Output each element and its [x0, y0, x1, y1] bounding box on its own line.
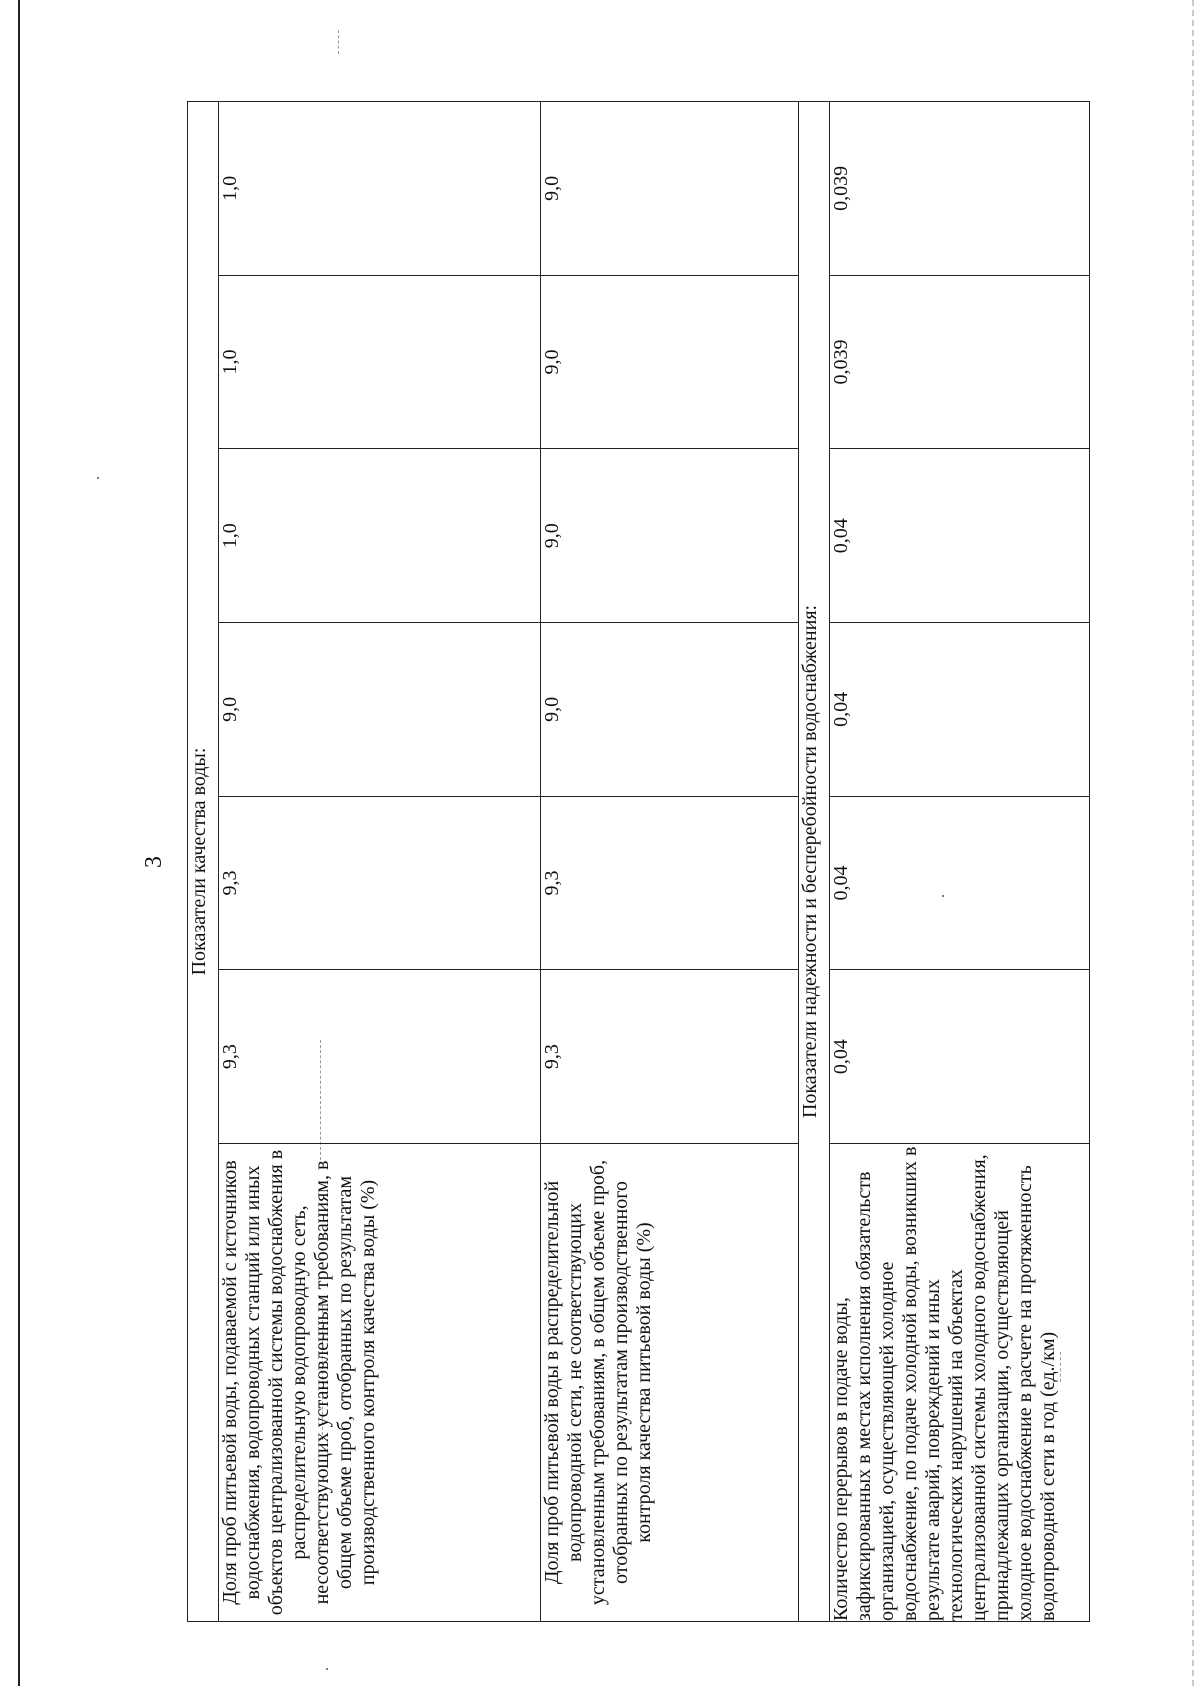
section-header-row: [188, 101, 219, 1621]
value-cell: 0,04: [830, 623, 1090, 797]
value-cell: 1,0: [219, 101, 541, 275]
section-header-reliability: Показатели надежности и бесперебойности водоснабжения:: [799, 101, 830, 1621]
scan-edge-line: [1190, 0, 1194, 1686]
value-cell: 9,0: [541, 449, 799, 623]
section-header-row: [799, 101, 830, 1621]
value-cell: 0,04: [830, 970, 1090, 1144]
value-cell: 9,0: [541, 101, 799, 275]
section-header-water-quality: Показатели качества воды:: [188, 101, 219, 1621]
value-cell: 1,0: [219, 275, 541, 449]
value-cell: 9,0: [219, 623, 541, 797]
row-label: Количество перерывов в подаче воды, зафиксированных в местах исполнения обязательств организацией, осуществляющей холодное водоснабжение, по подаче холодной воды, возникших в результате аварий, повреждений и иных технологических нарушений на объектах централизованной системы холодного водоснабжения, принадлежащих организации, осуществляющей холодное водоснабжение в расчете на протяженность водопроводной сети в год (ед./км): [830, 1144, 1090, 1622]
scan-speck: [97, 477, 99, 479]
scan-dash-mark: [338, 30, 340, 54]
value-cell: 0,04: [830, 796, 1090, 970]
value-cell: 9,3: [219, 970, 541, 1144]
table-row: [219, 101, 541, 1621]
row-label: Доля проб питьевой воды в распределительной водопроводной сети, не соответствующих установленным требованиям, в общем объеме проб, отобранных по результатам производственного контроля качества питьевой воды (%): [541, 1144, 799, 1622]
value-cell: 9,0: [541, 623, 799, 797]
row-label: Доля проб питьевой воды, подаваемой с источников водоснабжения, водопроводных станций или иных объектов централизованной системы водоснабжения в распределительную водопроводную сеть, несоответствующих установленным требованиям, в общем объеме проб, отобранных по результатам производственного контроля качества воды (%): [219, 1144, 541, 1622]
value-cell: 0,039: [830, 101, 1090, 275]
value-cell: 9,3: [219, 796, 541, 970]
rotated-page: [129, 102, 1089, 1622]
indicators-table: [187, 101, 1090, 1622]
table-row: [830, 101, 1090, 1621]
value-cell: 9,3: [541, 796, 799, 970]
value-cell: 1,0: [219, 449, 541, 623]
value-cell: 9,0: [541, 275, 799, 449]
table-row: [541, 101, 799, 1621]
page-number: 3: [141, 856, 167, 868]
binding-edge-line: [18, 0, 20, 1686]
value-cell: 0,039: [830, 275, 1090, 449]
value-cell: 9,3: [541, 970, 799, 1144]
scan-speck: [326, 1668, 328, 1670]
value-cell: 0,04: [830, 449, 1090, 623]
